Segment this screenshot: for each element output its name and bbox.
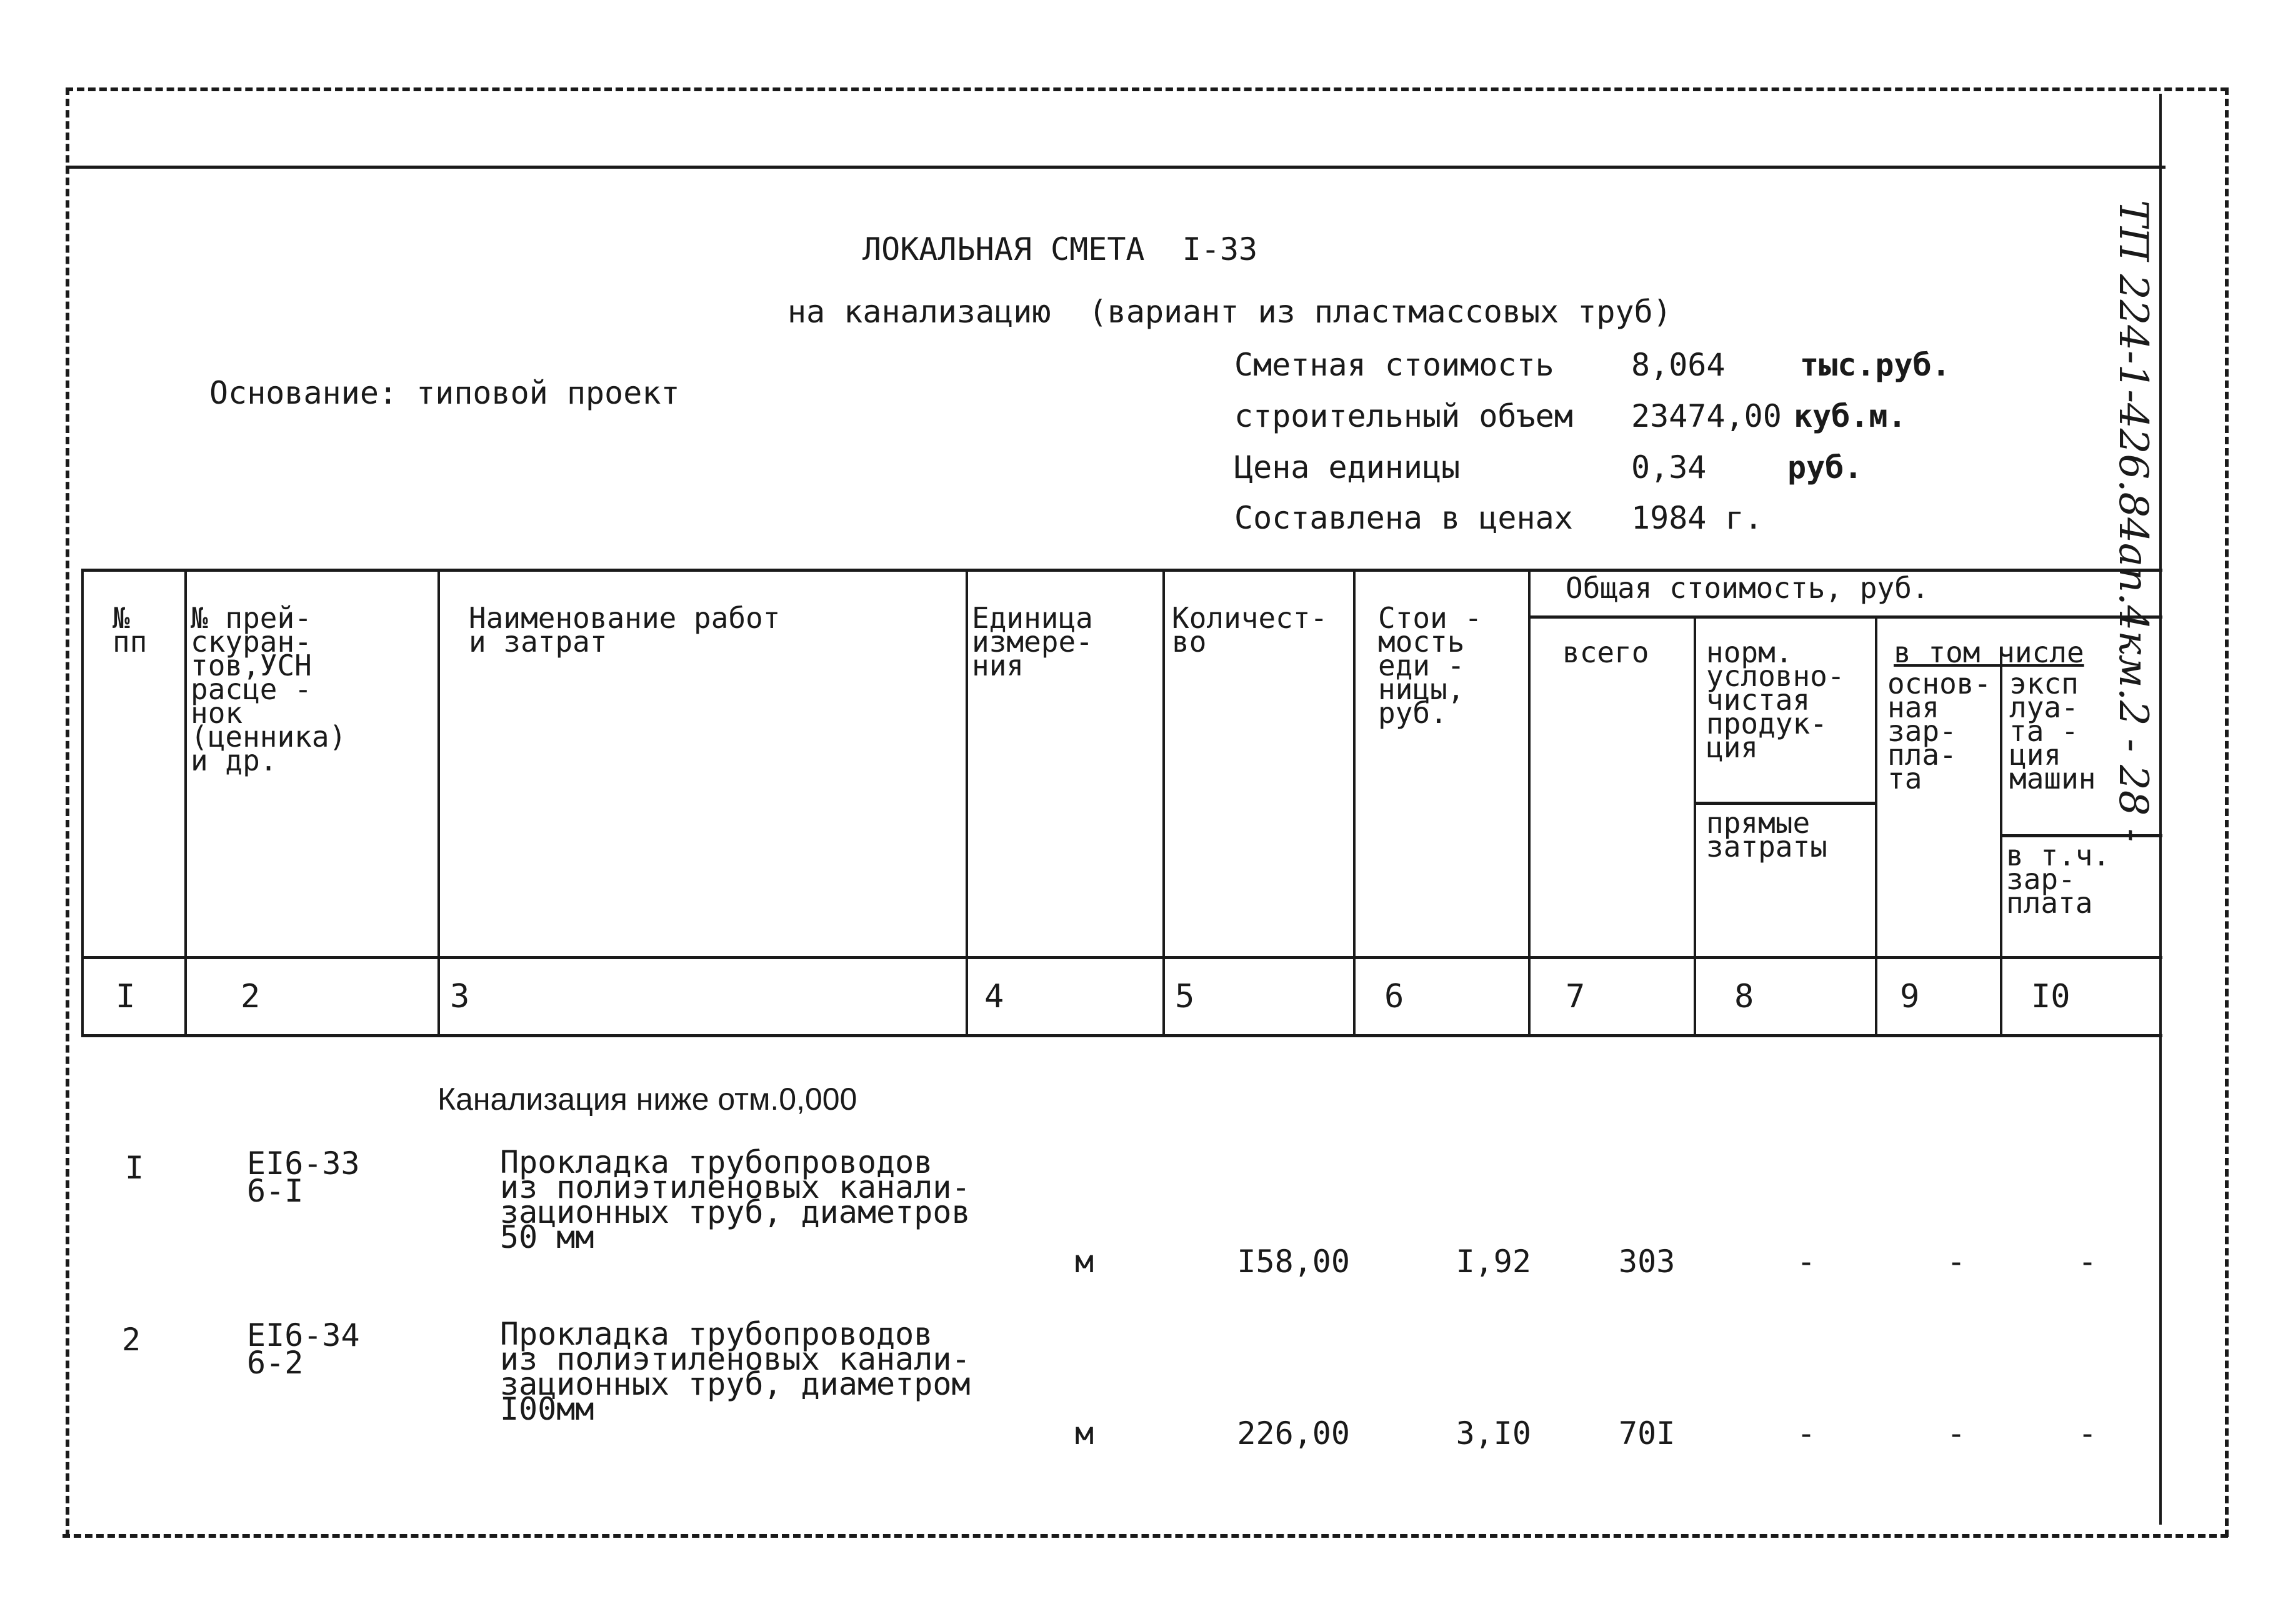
colnum-2: 2	[241, 978, 261, 1015]
summary-label-2: Цена единицы	[1234, 449, 1461, 486]
summary-value-2: 0,34	[1631, 449, 1707, 486]
summary-value-0: 8,064	[1631, 347, 1726, 383]
summary-label-1: строительный объем	[1234, 398, 1573, 434]
row1-c9: -	[1946, 1243, 1966, 1280]
row1-price: I,92	[1456, 1243, 1531, 1280]
vline-4	[1162, 569, 1165, 1036]
document-title: ЛОКАЛЬНАЯ СМЕТА I-33	[862, 231, 1258, 267]
document-subtitle: на канализацию (вариант из пластмассовых труб)	[787, 294, 1672, 330]
colnum-top-line	[81, 956, 2162, 959]
header-col8b: прямые затраты	[1706, 806, 1827, 864]
colnum-5: 5	[1175, 978, 1195, 1015]
row2-c8: -	[1796, 1415, 1816, 1452]
header-group: Общая стоимость, руб.	[1566, 571, 1929, 605]
basis-text: Основание: типовой проект	[209, 375, 680, 411]
colnum-9: 9	[1900, 978, 1920, 1015]
header-col9-group: в том числе	[1894, 635, 2084, 669]
colnum-8: 8	[1734, 978, 1754, 1015]
summary-unit-0: тыс.руб.	[1800, 347, 1951, 383]
header-col6: Стои - мость еди - ницы, руб.	[1378, 601, 1482, 730]
header-col10a: эксп луа- та - ция машин	[2009, 667, 2096, 795]
colnum-1: I	[116, 978, 136, 1015]
section-title: Канализация ниже отм.0,000	[437, 1082, 857, 1117]
colnum-4: 4	[984, 978, 1004, 1015]
row2-name: Прокладка трубопроводов из полиэтиленовых канали- зационных труб, диаметром I00мм	[500, 1316, 971, 1427]
header-col10b: в т.ч. зар- плата	[2006, 839, 2111, 920]
header-col7: всего	[1562, 635, 1649, 669]
vline-0	[81, 569, 84, 1036]
summary-label-3: Составлена в ценах	[1234, 500, 1573, 536]
row1-total: 303	[1619, 1243, 1676, 1280]
row2-c9: -	[1946, 1415, 1966, 1452]
header-col5: Количест- во	[1172, 601, 1328, 659]
row1-no: I	[125, 1150, 144, 1186]
frame-left	[66, 87, 69, 1537]
vline-5	[1353, 569, 1356, 1036]
header-col9: основ- ная зар- пла- та	[1887, 667, 1992, 795]
colnum-7: 7	[1566, 978, 1586, 1015]
group-line	[1528, 615, 2162, 619]
vline-2	[437, 569, 440, 1036]
row1-qty: I58,00	[1237, 1243, 1350, 1280]
vline-8	[1875, 615, 1877, 1036]
vline-1	[184, 569, 187, 1036]
summary-value-3: 1984 г.	[1631, 500, 1763, 536]
row2-total: 70I	[1619, 1415, 1676, 1452]
header-col1: № пп	[112, 601, 147, 659]
colnum-10: I0	[2031, 978, 2071, 1015]
summary-value-1: 23474,00	[1631, 398, 1782, 434]
frame-right	[2225, 87, 2229, 1537]
side-strip-rule	[2159, 94, 2162, 1525]
row1-c10: -	[2077, 1243, 2097, 1280]
vline-7	[1694, 615, 1696, 1036]
row1-name: Прокладка трубопроводов из полиэтиленовых канали- зационных труб, диаметров 50 мм	[500, 1144, 971, 1255]
summary-label-0: Сметная стоимость	[1234, 347, 1554, 383]
vline-6	[1528, 569, 1531, 1036]
row1-c8: -	[1796, 1243, 1816, 1280]
frame-top	[66, 87, 2228, 91]
header-col4: Единица измере- ния	[972, 601, 1093, 682]
row2-c10: -	[2077, 1415, 2097, 1452]
row2-no: 2	[122, 1322, 141, 1358]
row2-qty: 226,00	[1237, 1415, 1350, 1452]
row1-code: EI6-33 6-I	[247, 1145, 360, 1209]
vline-9	[2000, 647, 2002, 1036]
colnum-bottom-line	[81, 1034, 2162, 1037]
row2-price: 3,I0	[1456, 1415, 1531, 1452]
header-rule	[66, 166, 2166, 169]
row2-unit: м	[1075, 1415, 1094, 1452]
header-col3: Наименование работ и затрат	[469, 601, 781, 659]
frame-bottom	[62, 1534, 2228, 1538]
row2-code: EI6-34 6-2	[247, 1317, 360, 1381]
colnum-3: 3	[450, 978, 470, 1015]
col10-split-line	[2000, 834, 2162, 837]
summary-unit-1: куб.м.	[1794, 398, 1907, 434]
header-col2: № прей- скуран- тов,УСН расце - нок (ценника) и др.	[191, 601, 347, 777]
col8-split-line	[1694, 802, 1875, 805]
header-col8a: норм. условно- чистая продук- ция	[1706, 635, 1845, 764]
summary-unit-2: руб.	[1787, 449, 1863, 486]
vline-3	[966, 569, 968, 1036]
colnum-6: 6	[1384, 978, 1404, 1015]
row1-unit: м	[1075, 1243, 1094, 1280]
